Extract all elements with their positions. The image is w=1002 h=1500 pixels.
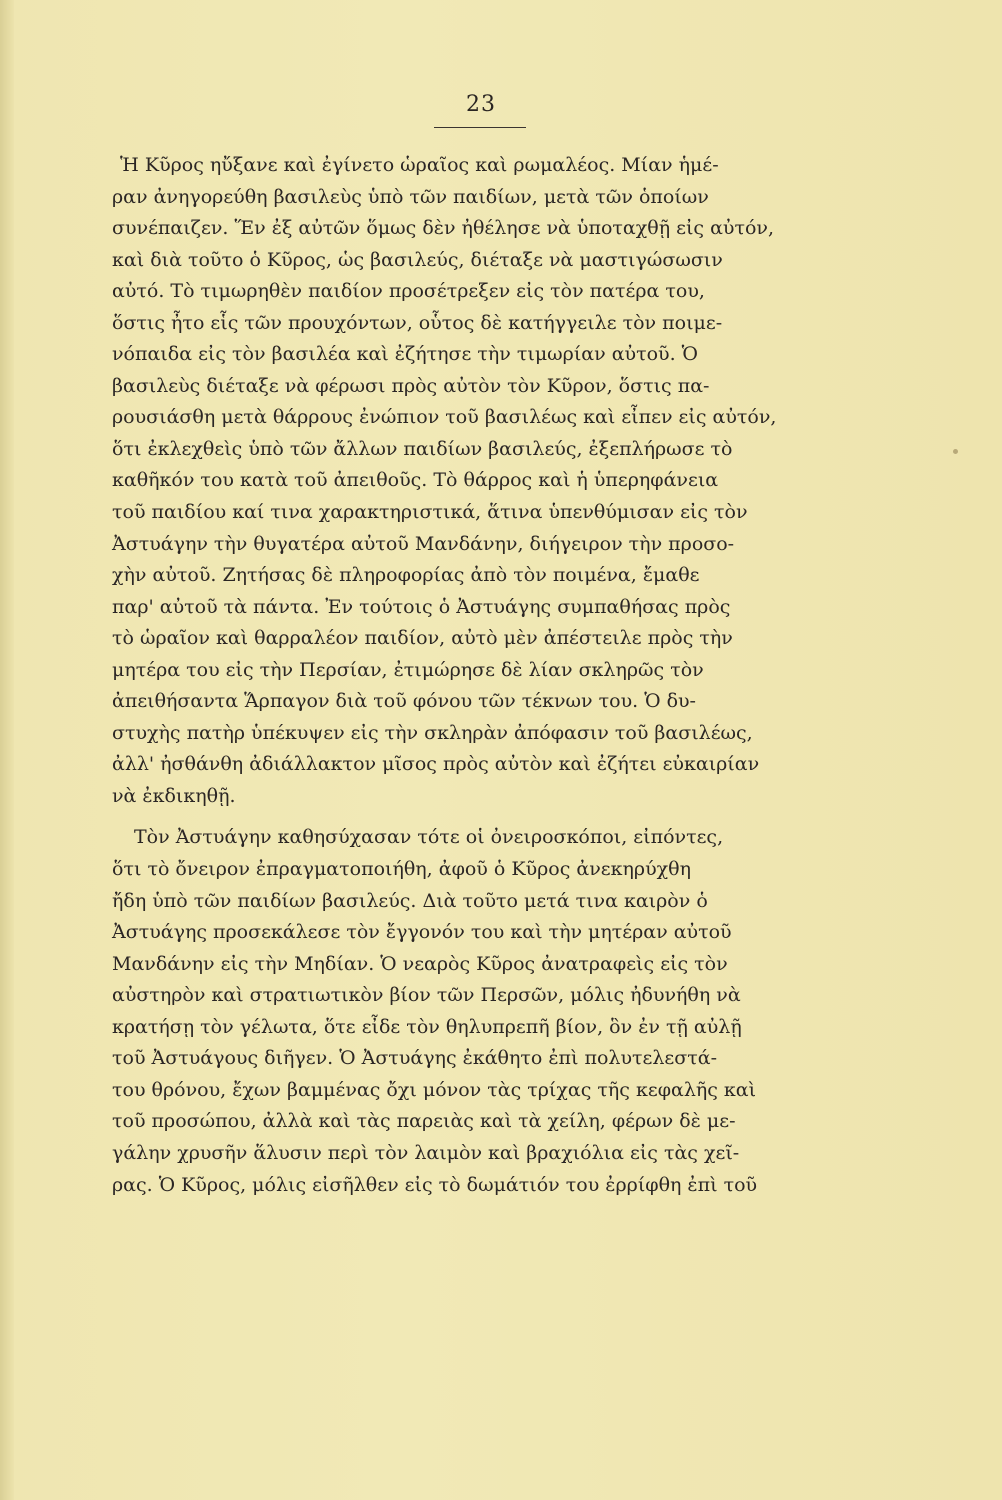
page-number: 23 xyxy=(466,92,496,117)
paragraph-1: Ἡ Κῦρος ηὔξανε καὶ ἐγίνετο ὡραῖος καὶ ρωμαλέος. Μίαν ἡμέ- ραν ἀνηγορεύθη βασιλεὺς ὑπὸ τῶν παιδίων, μετὰ τῶν ὁποίων συνέπαιζεν. Ἕν ἐξ αὐτῶν ὅμως δὲν ἠθέλησε νὰ ὑποταχθῇ εἰς αὐτόν, καὶ διὰ τοῦτο ὁ Κῦρος, ὡς βασιλεύς, διέταξε νὰ μαστιγώσωσιν αὐτό. Τὸ τιμωρηθὲν παιδίον προσέτρεξεν εἰς τὸν πατέρα του, ὅστις ἦτο εἷς τῶν προυχόντων, οὗτος δὲ κατήγγειλε τὸν ποιμε- νόπαιδα εἰς τὸν βασιλέα καὶ ἐζήτησε τὴν τιμωρίαν αὐτοῦ. Ὁ βασιλεὺς διέταξε νὰ φέρωσι πρὸς αὐτὸν τὸν Κῦρον, ὅστις πα- ρουσιάσθη μετὰ θάρρους ἐνώπιον τοῦ βασιλέως καὶ εἶπεν εἰς αὐτόν, ὅτι ἐκλεχθεὶς ὑπὸ τῶν ἄλλων παιδίων βασιλεύς, ἐξεπλήρωσε τὸ καθῆκόν του κατὰ τοῦ ἀπειθοῦς. Τὸ θάρρος καὶ ἡ ὑπερηφάνεια τοῦ παιδίου καί τινα χαρακτηριστικά, ἅτινα ὑπενθύμισαν εἰς τὸν Ἀστυάγην τὴν θυγατέρα αὐτοῦ Μανδάνην, διήγειρον τὴν προσο- χὴν αὐτοῦ. Ζητήσας δὲ πληροφορίας ἀπὸ τὸν ποιμένα, ἔμαθε παρ' αὐτοῦ τὰ πάντα. Ἐν τούτοις ὁ Ἀστυάγης συμπαθήσας πρὸς τὸ ὡραῖον καὶ θαρραλέον παιδίον, αὐτὸ μὲν ἀπέστειλε πρὸς τὴν μητέρα του εἰς τὴν Περσίαν, ἐτιμώρησε δὲ λίαν σκληρῶς τὸν ἀπειθήσαντα Ἅρπαγον διὰ τοῦ φόνου τῶν τέκνων του. Ὁ δυ- στυχὴς πατὴρ ὑπέκυψεν εἰς τὴν σκληρὰν ἀπόφασιν τοῦ βασιλέως, ἀλλ' ἠσθάνθη ἀδιάλλακτον μῖσος πρὸς αὐτὸν καὶ ἐζήτει εὐκαιρίαν νὰ ἐκδικηθῇ. xyxy=(112,154,777,807)
body-text xyxy=(112,150,838,1201)
paragraph-2: Τὸν Ἀστυάγην καθησύχασαν τότε οἱ ὀνειροσκόποι, εἰπόντες, ὅτι τὸ ὄνειρον ἐπραγματοποιήθη, ἀφοῦ ὁ Κῦρος ἀνεκηρύχθη ἤδη ὑπὸ τῶν παιδίων βασιλεύς. Διὰ τοῦτο μετά τινα καιρὸν ὁ Ἀστυάγης προσεκάλεσε τὸν ἔγγονόν του καὶ τὴν μητέραν αὐτοῦ Μανδάνην εἰς τὴν Μηδίαν. Ὁ νεαρὸς Κῦρος ἀνατραφεὶς εἰς τὸν αὐστηρὸν καὶ στρατιωτικὸν βίον τῶν Περσῶν, μόλις ἠδυνήθη νὰ κρατήσῃ τὸν γέλωτα, ὅτε εἶδε τὸν θηλυπρεπῆ βίον, ὃν ἐν τῇ αὐλῇ τοῦ Ἀστυάγους διῆγεν. Ὁ Ἀστυάγης ἐκάθητο ἐπὶ πολυτελεστά- του θρόνου, ἔχων βαμμένας ὄχι μόνον τὰς τρίχας τῆς κεφαλῆς καὶ τοῦ προσώπου, ἀλλὰ καὶ τὰς παρειὰς καὶ τὰ χείλη, φέρων δὲ με- γάλην χρυσῆν ἅλυσιν περὶ τὸν λαιμὸν καὶ βραχιόλια εἰς τὰς χεῖ- ρας. Ὁ Κῦρος, μόλις εἰσῆλθεν εἰς τὸ δωμάτιόν του ἐρρίφθη ἐπὶ τοῦ xyxy=(112,826,758,1196)
page-binding-edge xyxy=(0,0,14,1500)
margin-ink-speck xyxy=(953,449,958,454)
page-number-rule xyxy=(434,127,526,128)
